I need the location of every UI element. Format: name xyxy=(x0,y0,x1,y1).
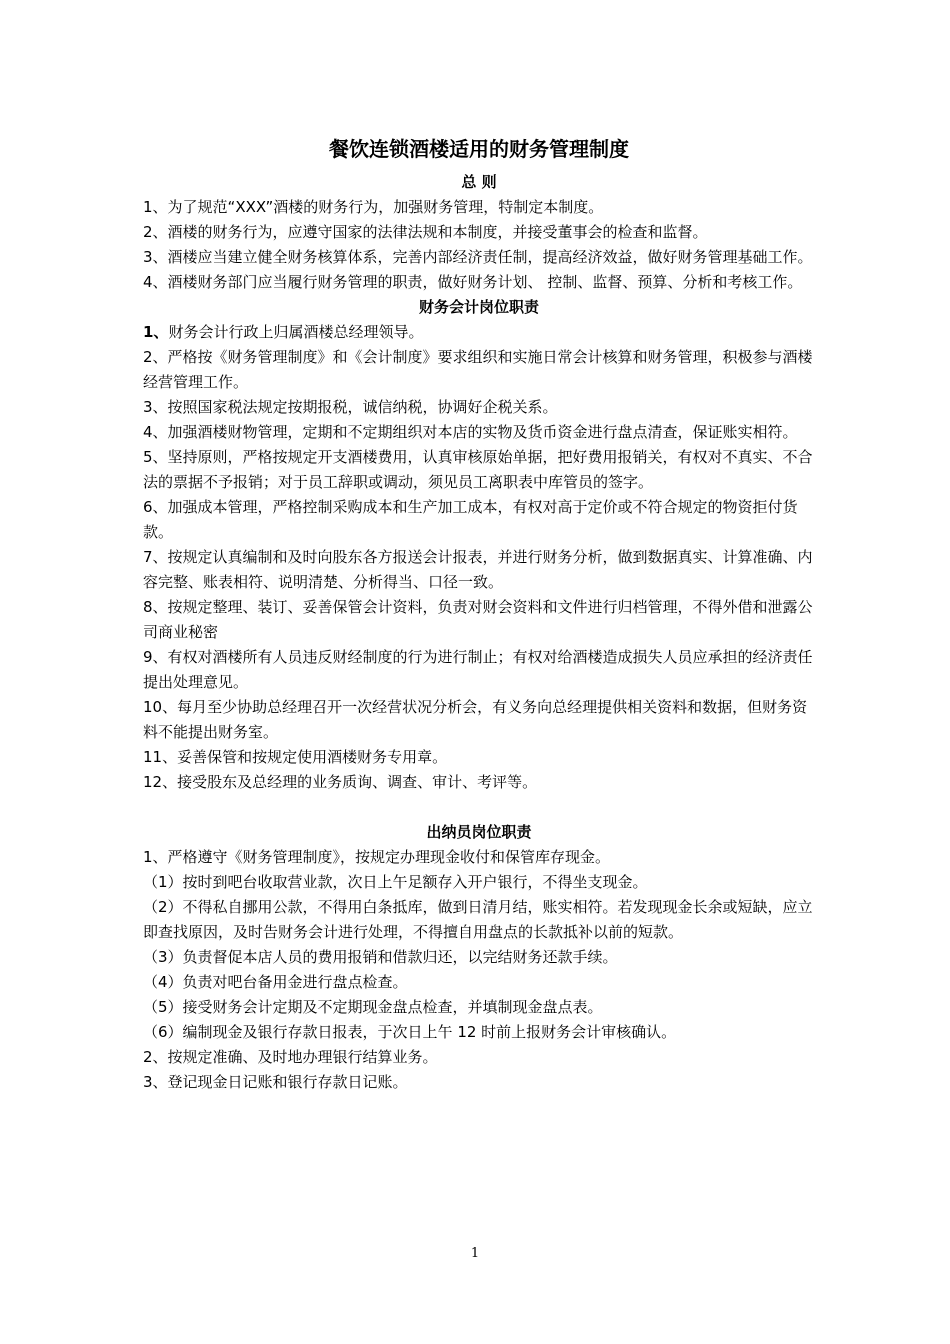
paragraph: （1）按时到吧台收取营业款，次日上午足额存入开户银行，不得坐支现金。 xyxy=(143,873,648,891)
paragraph: 7、按规定认真编制和及时向股东各方报送会计报表，并进行财务分析，做到数据真实、计算准确、内容完整、账表相符、说明清楚、分析得当、口径一致。 xyxy=(143,548,813,591)
paragraph: 3、登记现金日记账和银行存款日记账。 xyxy=(143,1073,408,1091)
section-heading-accountant: 财务会计岗位职责 xyxy=(418,298,539,316)
paragraph: 12、接受股东及总经理的业务质询、调查、审计、考评等。 xyxy=(143,773,538,791)
paragraph: （2）不得私自挪用公款，不得用白条抵库，做到日清月结，账实相符。若发现现金长余或短缺，应立即查找原因，及时告财务会计进行处理，不得擅自用盘点的长款抵补以前的短款。 xyxy=(143,898,813,941)
page-number: 1 xyxy=(470,1246,480,1261)
paragraph: 8、按规定整理、装订、妥善保管会计资料，负责对财会资料和文件进行归档管理，不得外借和泄露公司商业秘密 xyxy=(143,598,813,641)
paragraph: 5、坚持原则，严格按规定开支酒楼费用，认真审核原始单据，把好费用报销关，有权对不真实、不合法的票据不予报销；对于员工辞职或调动，须见员工离职表中库管员的签字。 xyxy=(143,448,813,491)
paragraph: 2、按规定准确、及时地办理银行结算业务。 xyxy=(143,1048,438,1066)
section-heading-general: 总 则 xyxy=(461,173,497,191)
paragraph: （5）接受财务会计定期及不定期现金盘点检查，并填制现金盘点表。 xyxy=(143,998,603,1016)
paragraph: 10、每月至少协助总经理召开一次经营状况分析会，有义务向总经理提供相关资料和数据，但财务资料不能提出财务室。 xyxy=(143,698,808,741)
paragraph: 2、酒楼的财务行为，应遵守国家的法律法规和本制度，并接受董事会的检查和监督。 xyxy=(143,223,708,241)
paragraph: 9、有权对酒楼所有人员违反财经制度的行为进行制止；有权对给酒楼造成损失人员应承担的经济责任提出处理意见。 xyxy=(143,648,813,691)
paragraph: （3）负责督促本店人员的费用报销和借款归还，以完结财务还款手续。 xyxy=(143,948,618,966)
paragraph: 2、严格按《财务管理制度》和《会计制度》要求组织和实施日常会计核算和财务管理，积极参与酒楼经营管理工作。 xyxy=(143,348,813,391)
paragraph: 6、加强成本管理，严格控制采购成本和生产加工成本，有权对高于定价或不符合规定的物资拒付货款。 xyxy=(143,498,798,541)
paragraph: 1、为了规范“XXX”酒楼的财务行为，加强财务管理，特制定本制度。 xyxy=(143,198,604,216)
document-body xyxy=(143,134,815,1095)
section-heading-cashier: 出纳员岗位职责 xyxy=(426,823,532,841)
item-number: 1、 xyxy=(143,323,169,341)
paragraph: （6）编制现金及银行存款日报表，于次日上午 12 时前上报财务会计审核确认。 xyxy=(143,1023,677,1041)
paragraph: 3、按照国家税法规定按期报税，诚信纳税，协调好企税关系。 xyxy=(143,398,558,416)
paragraph: 4、酒楼财务部门应当履行财务管理的职责，做好财务计划、 控制、监督、预算、分析和考核工作。 xyxy=(143,273,803,291)
item-text: 财务会计行政上归属酒楼总经理领导。 xyxy=(168,323,424,341)
paragraph: 1、严格遵守《财务管理制度》，按规定办理现金收付和保管库存现金。 xyxy=(143,848,611,866)
blank-line xyxy=(143,795,815,820)
paragraph xyxy=(143,320,815,345)
paragraph: 4、加强酒楼财物管理，定期和不定期组织对本店的实物及货币资金进行盘点清查，保证账实相符。 xyxy=(143,423,798,441)
paragraph: （4）负责对吧台备用金进行盘点检查。 xyxy=(143,973,408,991)
paragraph: 11、妥善保管和按规定使用酒楼财务专用章。 xyxy=(143,748,448,766)
paragraph: 3、酒楼应当建立健全财务核算体系，完善内部经济责任制，提高经济效益，做好财务管理基础工作。 xyxy=(143,248,813,266)
document-title: 餐饮连锁酒楼适用的财务管理制度 xyxy=(329,137,629,161)
